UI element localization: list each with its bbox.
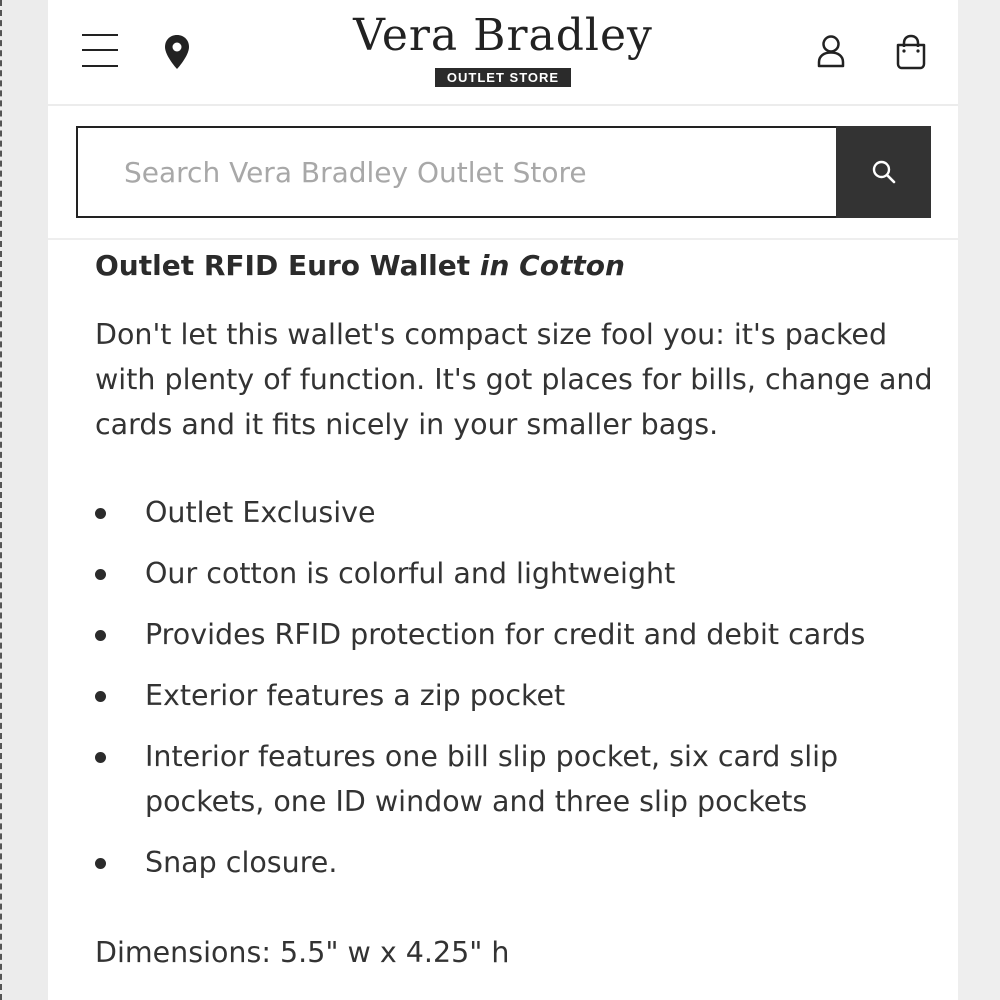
section-divider — [48, 238, 958, 240]
product-title — [95, 246, 935, 286]
product-title-main: Outlet RFID Euro Wallet — [95, 249, 471, 282]
bullet-icon — [95, 858, 106, 869]
search-button[interactable] — [836, 126, 931, 218]
feature-item: Interior features one bill slip pocket, six card slip pockets, one ID window and three slip pockets — [95, 734, 935, 824]
map-pin-icon[interactable] — [164, 34, 190, 70]
feature-item: Outlet Exclusive — [95, 490, 935, 535]
feature-list — [95, 490, 935, 901]
hamburger-menu-icon[interactable] — [82, 32, 120, 70]
bullet-icon — [95, 508, 106, 519]
feature-item: Snap closure. — [95, 840, 935, 885]
search-input[interactable] — [76, 126, 838, 218]
bullet-icon — [95, 630, 106, 641]
search-icon — [871, 159, 897, 185]
site-header — [48, 0, 958, 106]
shopping-bag-icon[interactable] — [894, 34, 928, 70]
right-edge — [958, 0, 1000, 1000]
brand-name: Vera Bradley — [353, 10, 653, 61]
brand-logo[interactable] — [348, 6, 658, 96]
bullet-icon — [95, 752, 106, 763]
page — [48, 0, 958, 1000]
product-title-material: in Cotton — [479, 249, 625, 282]
product-description: Don't let this wallet's compact size fool you: it's packed with plenty of function. It's got places for bills, change and cards and it fits nicely in your smaller bags. — [95, 318, 933, 441]
search-bar — [76, 126, 931, 218]
feature-item: Exterior features a zip pocket — [95, 673, 935, 718]
bullet-icon — [95, 569, 106, 580]
outlet-store-badge: OUTLET STORE — [435, 68, 571, 87]
user-account-icon[interactable] — [816, 34, 846, 68]
left-edge — [0, 0, 48, 1000]
bullet-icon — [95, 691, 106, 702]
product-dimensions: Dimensions: 5.5" w x 4.25" h — [95, 936, 510, 969]
feature-item: Our cotton is colorful and lightweight — [95, 551, 935, 596]
feature-item: Provides RFID protection for credit and debit cards — [95, 612, 935, 657]
